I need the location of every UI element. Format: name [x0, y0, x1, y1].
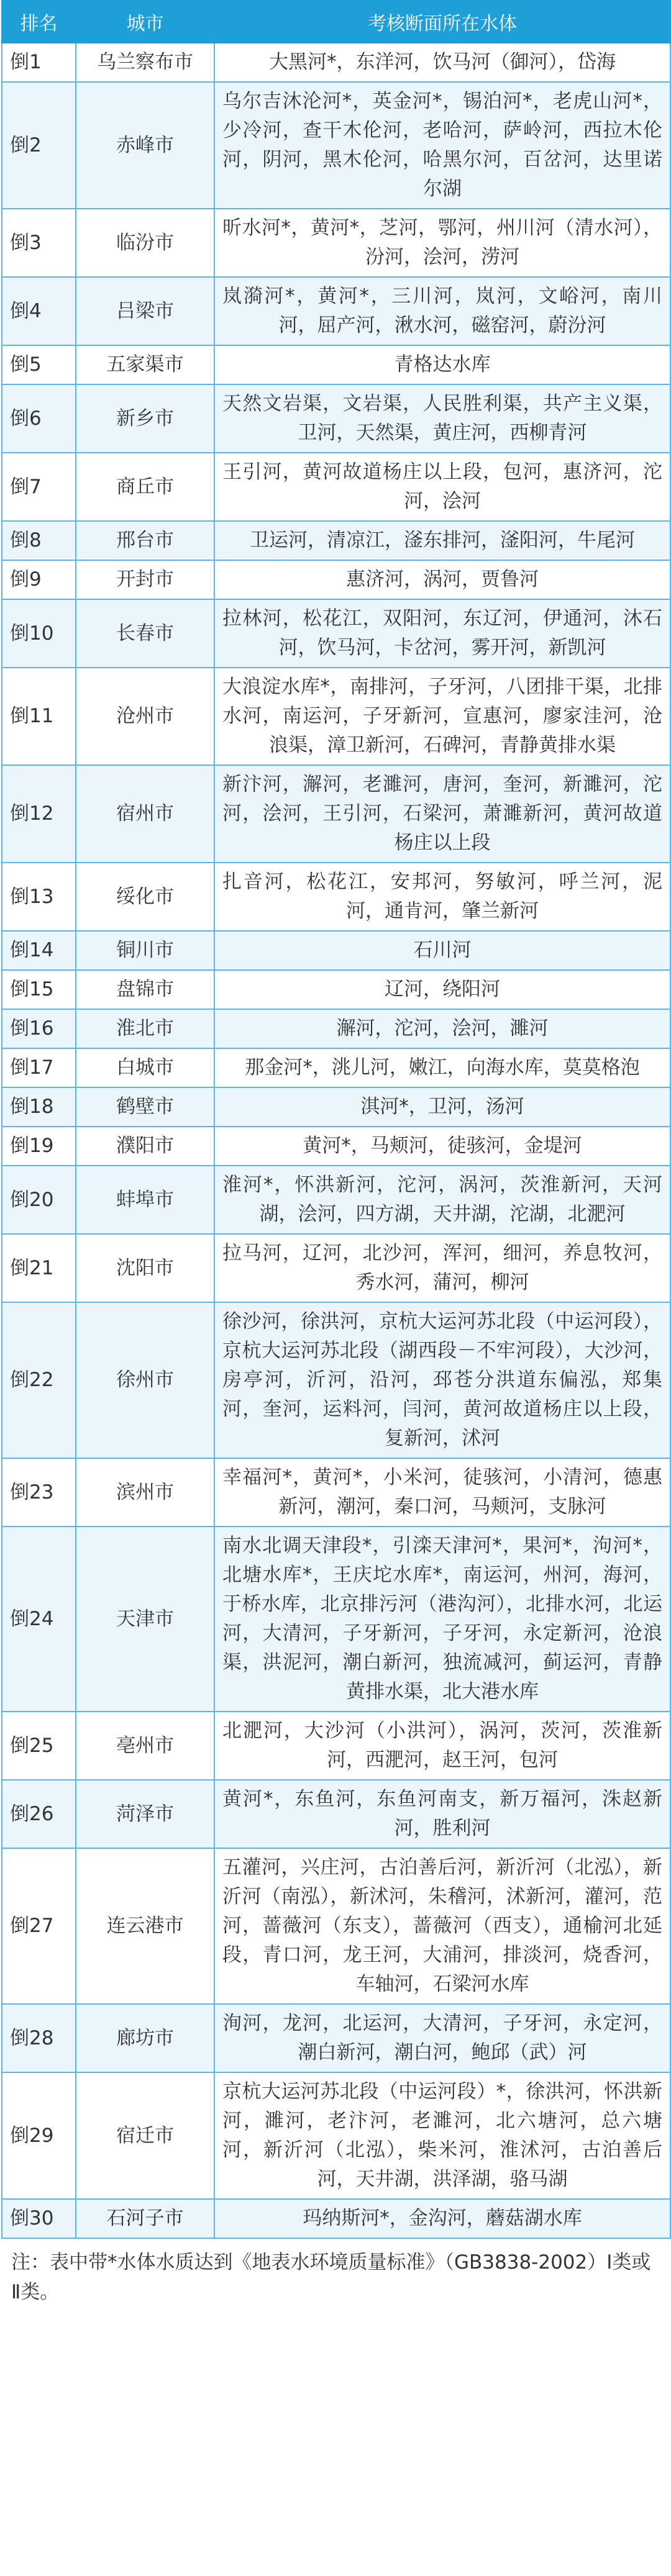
water-body-cell: 卫运河，清凉江，滏东排河，滏阳河，牛尾河	[214, 521, 670, 560]
city-cell: 沧州市	[76, 668, 214, 765]
table-row	[2, 668, 670, 765]
city-cell: 盘锦市	[76, 970, 214, 1009]
water-body-cell: 乌尔吉沐沦河*，英金河*，锡泊河*，老虎山河*，少冷河，查干木伦河，老哈河，萨岭河，西拉木伦河，阴河，黑木伦河，哈黑尔河，百岔河，达里诺尔湖	[214, 82, 670, 209]
rank-cell: 倒9	[2, 560, 76, 599]
water-body-cell: 澥河，沱河，浍河，濉河	[214, 1009, 670, 1048]
city-cell: 亳州市	[76, 1712, 214, 1780]
water-body-cell: 大黑河*，东洋河，饮马河（御河），岱海	[214, 43, 670, 82]
city-cell: 徐州市	[76, 1302, 214, 1458]
table-row	[2, 1087, 670, 1127]
water-body-cell: 南水北调天津段*，引滦天津河*，果河*，泃河*，北塘水库*，王庆坨水库*，南运河，州河，海河，于桥水库，北京排污河（港沟河），北排水河，北运河，大清河，子牙新河，子牙河，永定新河，沧浪渠，洪泥河，潮白新河，独流减河，蓟运河，青静黄排水渠，北大港水库	[214, 1526, 670, 1712]
rank-cell: 倒29	[2, 2072, 76, 2199]
rank-cell: 倒4	[2, 277, 76, 345]
table-row	[2, 970, 670, 1009]
water-body-cell: 扎音河，松花江，安邦河，努敏河，呼兰河，泥河，通肯河，肇兰新河	[214, 863, 670, 931]
table-row	[2, 1458, 670, 1526]
water-body-cell: 拉马河，辽河，北沙河，浑河，细河，养息牧河，秀水河，蒲河，柳河	[214, 1234, 670, 1302]
city-cell: 鹤壁市	[76, 1087, 214, 1127]
table-row	[2, 1848, 670, 2004]
table-row	[2, 43, 670, 82]
table-row	[2, 1526, 670, 1712]
table-row	[2, 1166, 670, 1234]
ranking-table	[1, 0, 671, 2239]
rank-cell: 倒19	[2, 1127, 76, 1166]
city-cell: 开封市	[76, 560, 214, 599]
city-cell: 绥化市	[76, 863, 214, 931]
city-cell: 临汾市	[76, 209, 214, 277]
water-body-cell: 新汴河，澥河，老濉河，唐河，奎河，新濉河，沱河，浍河，王引河，石梁河，萧濉新河，黄河故道杨庄以上段	[214, 765, 670, 863]
table-row	[2, 277, 670, 345]
city-cell: 邢台市	[76, 521, 214, 560]
rank-cell: 倒22	[2, 1302, 76, 1458]
header-row	[2, 1, 670, 43]
city-cell: 濮阳市	[76, 1127, 214, 1166]
table-row	[2, 560, 670, 599]
water-body-cell: 岚漪河*，黄河*，三川河，岚河，文峪河，南川河，屈产河，湫水河，磁窑河，蔚汾河	[214, 277, 670, 345]
rank-cell: 倒28	[2, 2004, 76, 2072]
table-row	[2, 453, 670, 521]
table-row	[2, 2072, 670, 2199]
water-body-cell: 玛纳斯河*，金沟河，蘑菇湖水库	[214, 2199, 670, 2238]
city-cell: 赤峰市	[76, 82, 214, 209]
city-cell: 商丘市	[76, 453, 214, 521]
table-header	[2, 1, 670, 43]
table-row	[2, 1048, 670, 1087]
rank-cell: 倒1	[2, 43, 76, 82]
water-body-cell: 黄河*，马颊河，徒骇河，金堤河	[214, 1127, 670, 1166]
water-body-cell: 青格达水库	[214, 345, 670, 384]
table-row	[2, 2004, 670, 2072]
rank-cell: 倒3	[2, 209, 76, 277]
water-body-cell: 天然文岩渠，文岩渠，人民胜利渠，共产主义渠，卫河，天然渠，黄庄河，西柳青河	[214, 384, 670, 453]
rank-cell: 倒10	[2, 599, 76, 668]
water-body-cell: 黄河*，东鱼河，东鱼河南支，新万福河，洙赵新河，胜利河	[214, 1780, 670, 1848]
water-body-cell: 京杭大运河苏北段（中运河段）*，徐洪河，怀洪新河，濉河，老汴河，老濉河，北六塘河，总六塘河，新沂河（北泓），柴米河，淮沭河，古泊善后河，天井湖，洪泽湖，骆马湖	[214, 2072, 670, 2199]
rank-cell: 倒18	[2, 1087, 76, 1127]
rank-cell: 倒25	[2, 1712, 76, 1780]
water-body-cell: 那金河*，洮儿河，嫩江，向海水库，莫莫格泡	[214, 1048, 670, 1087]
table-row	[2, 345, 670, 384]
city-cell: 沈阳市	[76, 1234, 214, 1302]
city-cell: 菏泽市	[76, 1780, 214, 1848]
table-row	[2, 209, 670, 277]
table-row	[2, 863, 670, 931]
table-row	[2, 1234, 670, 1302]
water-body-cell: 大浪淀水库*，南排河，子牙河，八团排干渠，北排水河，南运河，子牙新河，宣惠河，廖家洼河，沧浪渠，漳卫新河，石碑河，青静黄排水渠	[214, 668, 670, 765]
water-body-cell: 拉林河，松花江，双阳河，东辽河，伊通河，沐石河，饮马河，卡岔河，雾开河，新凯河	[214, 599, 670, 668]
table-row	[2, 1127, 670, 1166]
water-body-cell: 淇河*，卫河，汤河	[214, 1087, 670, 1127]
city-cell: 蚌埠市	[76, 1166, 214, 1234]
rank-cell: 倒12	[2, 765, 76, 863]
water-body-cell: 惠济河，涡河，贾鲁河	[214, 560, 670, 599]
rank-cell: 倒15	[2, 970, 76, 1009]
rank-cell: 倒13	[2, 863, 76, 931]
table-row	[2, 765, 670, 863]
city-cell: 长春市	[76, 599, 214, 668]
water-body-cell: 洵河，龙河，北运河，大清河，子牙河，永定河，潮白新河，潮白河，鲍邱（武）河	[214, 2004, 670, 2072]
city-cell: 天津市	[76, 1526, 214, 1712]
water-body-cell: 五灌河，兴庄河，古泊善后河，新沂河（北泓），新沂河（南泓），新沭河，朱稽河，沭新河，灌河，范河，蔷薇河（东支），蔷薇河（西支），通榆河北延段，青口河，龙王河，大浦河，排淡河，烧香河，车轴河，石梁河水库	[214, 1848, 670, 2004]
table-row	[2, 599, 670, 668]
rank-cell: 倒23	[2, 1458, 76, 1526]
header-water-body: 考核断面所在水体	[214, 1, 670, 43]
water-body-cell: 王引河，黄河故道杨庄以上段，包河，惠济河，沱河，浍河	[214, 453, 670, 521]
water-body-cell: 徐沙河，徐洪河，京杭大运河苏北段（中运河段），京杭大运河苏北段（湖西段－不牢河段），大沙河，房亭河，沂河，沿河，邳苍分洪道东偏泓，郑集河，奎河，运料河，闫河，黄河故道杨庄以上段，复新河，沭河	[214, 1302, 670, 1458]
water-body-cell: 北淝河，大沙河（小洪河），涡河，茨河，茨淮新河，西淝河，赵王河，包河	[214, 1712, 670, 1780]
table-row	[2, 2199, 670, 2238]
table-row	[2, 1302, 670, 1458]
city-cell: 淮北市	[76, 1009, 214, 1048]
table-row	[2, 1009, 670, 1048]
rank-cell: 倒21	[2, 1234, 76, 1302]
city-cell: 廊坊市	[76, 2004, 214, 2072]
rank-cell: 倒5	[2, 345, 76, 384]
rank-cell: 倒11	[2, 668, 76, 765]
rank-cell: 倒24	[2, 1526, 76, 1712]
city-cell: 石河子市	[76, 2199, 214, 2238]
table-footnote: 注：表中带*水体水质达到《地表水环境质量标准》（GB3838-2002）Ⅰ类或Ⅱ类。	[11, 2251, 651, 2303]
water-body-cell: 昕水河*，黄河*，芝河，鄂河，州川河（清水河），汾河，浍河，涝河	[214, 209, 670, 277]
rank-cell: 倒20	[2, 1166, 76, 1234]
rank-cell: 倒6	[2, 384, 76, 453]
header-rank: 排名	[2, 1, 76, 43]
water-body-cell: 淮河*，怀洪新河，沱河，涡河，茨淮新河，天河湖，浍河，四方湖，天井湖，沱湖，北淝河	[214, 1166, 670, 1234]
water-body-cell: 石川河	[214, 931, 670, 970]
city-cell: 宿州市	[76, 765, 214, 863]
rank-cell: 倒26	[2, 1780, 76, 1848]
city-cell: 连云港市	[76, 1848, 214, 2004]
city-cell: 滨州市	[76, 1458, 214, 1526]
rank-cell: 倒30	[2, 2199, 76, 2238]
table-row	[2, 82, 670, 209]
table-row	[2, 384, 670, 453]
rank-cell: 倒14	[2, 931, 76, 970]
water-body-cell: 幸福河*，黄河*，小米河，徒骇河，小清河，德惠新河，潮河，秦口河，马颊河，支脉河	[214, 1458, 670, 1526]
city-cell: 吕梁市	[76, 277, 214, 345]
city-cell: 新乡市	[76, 384, 214, 453]
city-cell: 宿迁市	[76, 2072, 214, 2199]
city-cell: 铜川市	[76, 931, 214, 970]
rank-cell: 倒2	[2, 82, 76, 209]
rank-cell: 倒17	[2, 1048, 76, 1087]
table-row	[2, 521, 670, 560]
rank-cell: 倒7	[2, 453, 76, 521]
header-city: 城市	[76, 1, 214, 43]
table-row	[2, 1712, 670, 1780]
rank-cell: 倒27	[2, 1848, 76, 2004]
city-cell: 白城市	[76, 1048, 214, 1087]
water-body-cell: 辽河，绕阳河	[214, 970, 670, 1009]
table-row	[2, 1780, 670, 1848]
rank-cell: 倒16	[2, 1009, 76, 1048]
city-cell: 五家渠市	[76, 345, 214, 384]
rank-cell: 倒8	[2, 521, 76, 560]
city-cell: 乌兰察布市	[76, 43, 214, 82]
table-row	[2, 931, 670, 970]
table-body	[2, 43, 670, 2238]
